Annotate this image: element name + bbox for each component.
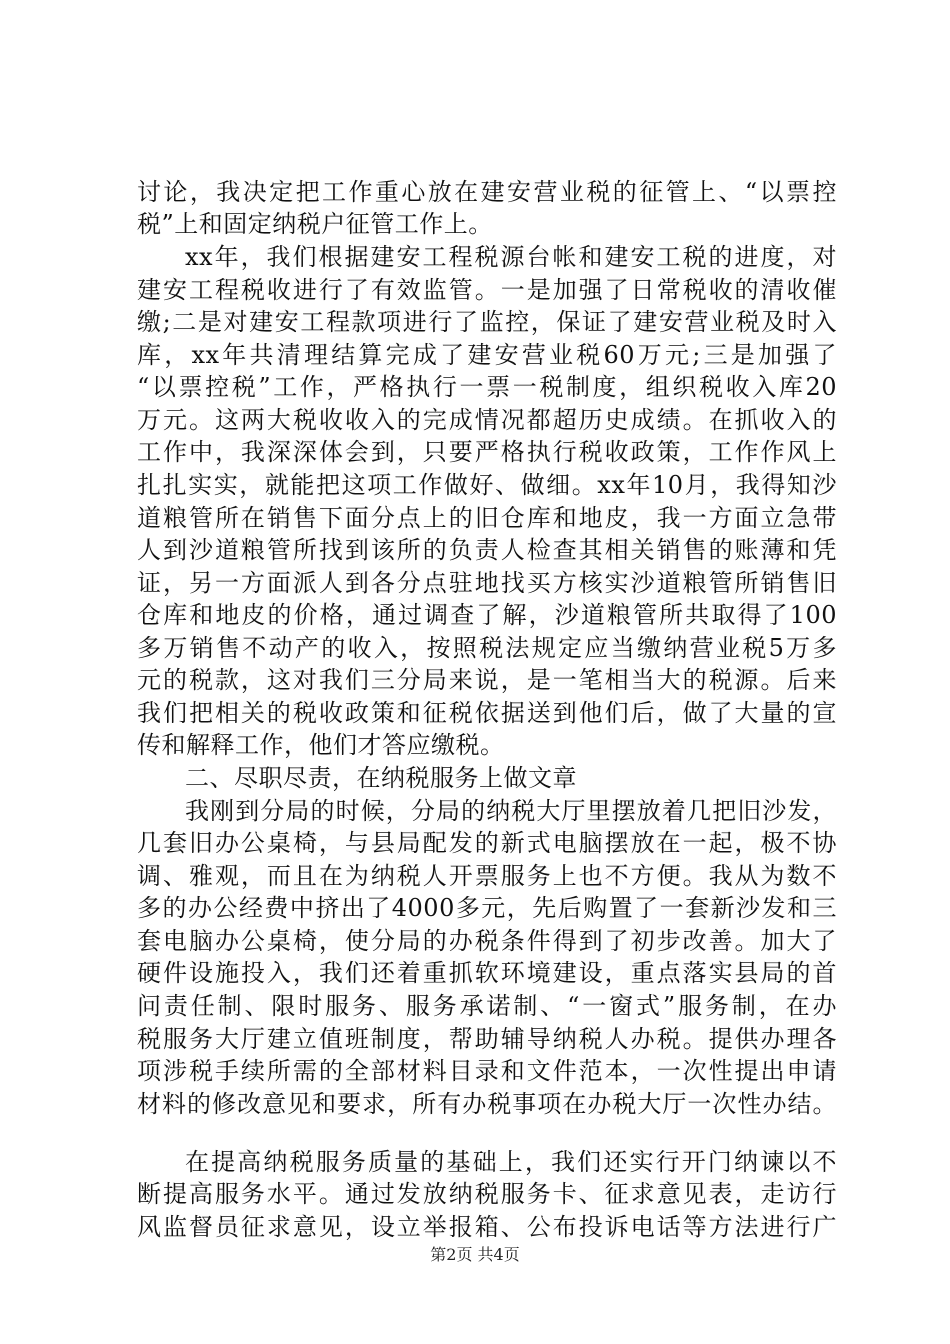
text-line: 建安工程税收进行了有效监管。一是加强了日常税收的清收催 xyxy=(137,276,837,304)
text-line: 传和解释工作，他们才答应缴税。 xyxy=(137,731,505,759)
text-line: 税”上和固定纳税户征管工作上。 xyxy=(137,210,493,238)
text-line: 断提高服务水平。通过发放纳税服务卡、征求意见表，走访行 xyxy=(137,1180,837,1208)
text-line: 多的办公经费中挤出了4000多元，先后购置了一套新沙发和三 xyxy=(137,894,837,922)
section-heading: 二、尽职尽责，在纳税服务上做文章 xyxy=(185,764,577,792)
text-line: 税服务大厅建立值班制度，帮助辅导纳税人办税。提供办理各 xyxy=(137,1025,837,1053)
text-line: 讨论，我决定把工作重心放在建安营业税的征管上、“以票控 xyxy=(137,178,837,206)
text-line: 库，xx年共清理结算完成了建安营业税60万元;三是加强了 xyxy=(137,341,837,369)
text-line: 缴;二是对建安工程款项进行了监控，保证了建安营业税及时入 xyxy=(137,308,837,336)
text-line: 风监督员征求意见，设立举报箱、公布投诉电话等方法进行广 xyxy=(137,1213,837,1241)
text-line: 人到沙道粮管所找到该所的负责人检查其相关销售的账薄和凭 xyxy=(137,536,837,564)
text-line: 扎扎实实，就能把这项工作做好、做细。xx年10月，我得知沙 xyxy=(137,471,837,499)
text-line: 万元。这两大税收收入的完成情况都超历史成绩。在抓收入的 xyxy=(137,406,837,434)
text-line: 证，另一方面派人到各分点驻地找买方核实沙道粮管所销售旧 xyxy=(137,569,837,597)
page-number: 第2页 共4页 xyxy=(430,1245,520,1264)
text-line: “以票控税”工作，严格执行一票一税制度，组织税收入库20 xyxy=(137,373,837,401)
text-line: xx年，我们根据建安工程税源台帐和建安工税的进度，对 xyxy=(185,243,837,271)
text-line: 我们把相关的税收政策和征税依据送到他们后，做了大量的宣 xyxy=(137,699,837,727)
text-line: 在提高纳税服务质量的基础上，我们还实行开门纳谏以不 xyxy=(185,1148,837,1176)
text-line: 材料的修改意见和要求，所有办税事项在办税大厅一次性办结。 xyxy=(137,1090,837,1118)
text-line: 几套旧办公桌椅，与县局配发的新式电脑摆放在一起，极不协 xyxy=(137,829,837,857)
text-line: 多万销售不动产的收入，按照税法规定应当缴纳营业税5万多 xyxy=(137,634,837,662)
text-line: 问责任制、限时服务、服务承诺制、“一窗式”服务制，在办 xyxy=(137,992,837,1020)
text-line: 我刚到分局的时候，分局的纳税大厅里摆放着几把旧沙发， xyxy=(185,797,837,825)
text-line: 元的税款，这对我们三分局来说，是一笔相当大的税源。后来 xyxy=(137,666,837,694)
text-line: 工作中，我深深体会到，只要严格执行税收政策，工作作风上 xyxy=(137,438,837,466)
text-line: 硬件设施投入，我们还着重抓软环境建设，重点落实县局的首 xyxy=(137,959,837,987)
text-line: 仓库和地皮的价格，通过调查了解，沙道粮管所共取得了100 xyxy=(137,601,837,629)
text-line: 项涉税手续所需的全部材料目录和文件范本，一次性提出申请 xyxy=(137,1057,837,1085)
text-line: 调、雅观，而且在为纳税人开票服务上也不方便。我从为数不 xyxy=(137,862,837,890)
text-line: 道粮管所在销售下面分点上的旧仓库和地皮，我一方面立急带 xyxy=(137,504,837,532)
text-line: 套电脑办公桌椅，使分局的办税条件得到了初步改善。加大了 xyxy=(137,927,837,955)
